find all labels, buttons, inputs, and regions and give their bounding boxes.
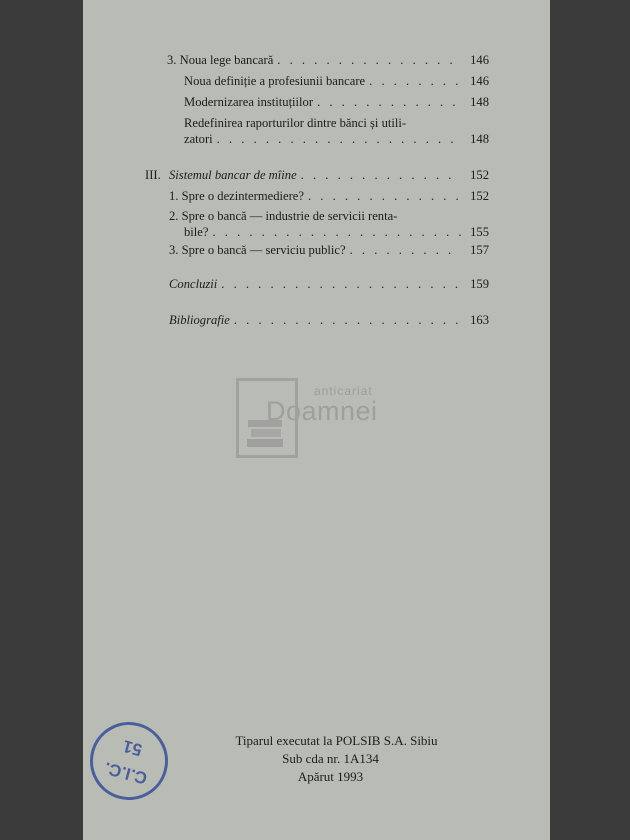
toc-page-number: 146	[470, 53, 489, 67]
toc-page-number: 157	[470, 243, 489, 257]
chapter-numeral: III.	[145, 168, 161, 182]
toc-entry-label: Bibliografie	[169, 313, 230, 327]
toc-page-number: 148	[470, 95, 489, 109]
leader-dots	[234, 312, 461, 328]
toc-page-number: 163	[470, 313, 489, 327]
imprint-line: Tiparul executat la POLSIB S.A. Sibiu	[235, 733, 438, 748]
toc-entry-label: bile?	[184, 225, 209, 239]
watermark-logo	[236, 378, 416, 460]
toc-entry	[184, 94, 489, 110]
toc-page-number: 159	[470, 277, 489, 291]
toc-entry-label: zatori	[184, 132, 213, 146]
toc-entry	[184, 224, 489, 240]
leader-dots	[308, 188, 461, 204]
toc-entry-label: 1. Spre o dezintermediere?	[169, 189, 304, 203]
leader-dots	[212, 224, 461, 240]
imprint-line: Sub cda nr. 1A134	[282, 751, 379, 766]
book-page	[83, 0, 550, 840]
toc-page-number: 152	[470, 168, 489, 182]
toc-entry	[184, 131, 489, 147]
watermark-top-text: anticariat	[314, 384, 373, 398]
toc-page-number: 146	[470, 74, 489, 88]
toc-entry-label: Noua definiție a profesiunii bancare	[184, 74, 366, 88]
toc-page-number: 148	[470, 132, 489, 146]
leader-dots	[317, 94, 461, 110]
toc-entry-label: Sistemul bancar de mîine	[169, 168, 297, 182]
toc-entry	[169, 188, 489, 204]
leader-dots	[221, 276, 461, 292]
toc-entry-label: Concluzii	[169, 277, 218, 291]
toc-entry-label: 3. Noua lege bancară	[167, 53, 274, 67]
stamp-text: C.I.C.	[102, 758, 150, 788]
toc-page-number: 152	[470, 189, 489, 203]
leader-dots	[350, 242, 461, 258]
leader-dots	[277, 52, 461, 68]
imprint-line: Apărut 1993	[297, 769, 364, 784]
toc-entry	[169, 276, 489, 292]
toc-entry	[169, 312, 489, 328]
stamp-number: 51	[120, 736, 145, 760]
toc-entry	[167, 52, 489, 68]
leader-dots	[369, 73, 461, 89]
toc-entry	[184, 73, 489, 89]
toc-entry-label: Redefinirea raporturilor dintre bănci și utili-	[184, 116, 407, 130]
watermark-main-text: Doamnei	[266, 396, 378, 426]
toc-entry-label: 3. Spre o bancă — serviciu public?	[169, 243, 346, 257]
toc-page-number: 155	[470, 225, 489, 239]
toc-entry	[169, 242, 489, 258]
toc-entry	[169, 167, 489, 183]
toc-entry-label: 2. Spre o bancă — industrie de servicii renta-	[169, 209, 398, 223]
toc-entry-label: Modernizarea instituțiilor	[184, 95, 314, 109]
leader-dots	[217, 131, 461, 147]
leader-dots	[301, 167, 461, 183]
